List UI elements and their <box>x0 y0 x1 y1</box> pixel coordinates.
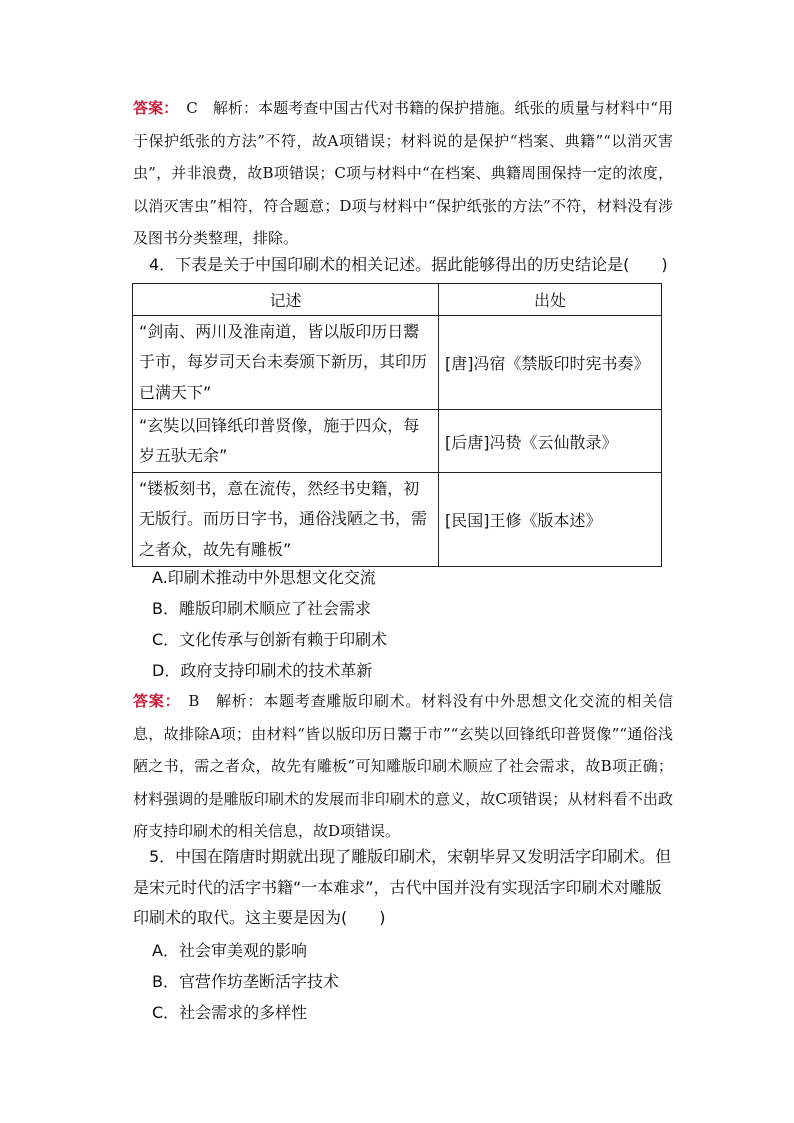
question-4-stem: 4．下表是关于中国印刷术的相关记述。据此能够得出的历史结论是( ) <box>149 255 668 274</box>
source-table <box>132 283 662 567</box>
table-cell-source: [后唐]冯贽《云仙散录》 <box>439 410 662 473</box>
table-row <box>133 473 662 567</box>
option-a: A.印刷术推动中外思想文化交流 <box>152 568 376 587</box>
table-cell-source: [唐]冯宿《禁版印时宪书奏》 <box>439 316 662 410</box>
question-5-stem: 5．中国在隋唐时期就出现了雕版印刷术，宋朝毕昇又发明活字印刷术。但是宋元时代的活字书籍“一本难求”，古代中国并没有实现活字印刷术对雕版印刷术的取代。这主要是因为( ) <box>133 847 672 927</box>
table-cell-quote: “剑南、两川及淮南道，皆以版印历日鬻于市，每岁司天台未奏颁下新历，其印历已满天下” <box>133 316 439 410</box>
option-d: D．政府支持印刷术的技术革新 <box>152 661 373 680</box>
table-cell-quote: “镂板刻书，意在流传，然经书史籍，初无版行。而历日字书，通俗浅陋之书，需之者众，故先有雕板” <box>133 473 439 567</box>
answer-4-explanation <box>133 685 673 848</box>
option-a: A．社会审美观的影响 <box>152 941 307 960</box>
answer-label: 答案： <box>133 692 181 710</box>
table-row <box>133 410 662 473</box>
table-header-source: 出处 <box>439 284 662 316</box>
table-row <box>133 316 662 410</box>
option-b: B．官营作坊垄断活字技术 <box>152 972 339 991</box>
answer-3-text: C 解析：本题考查中国古代对书籍的保护措施。纸张的质量与材料中“用于保护纸张的方法”不符，故A项错误；材料说的是保护“档案、典籍”“以消灭害虫”，并非浪费，故B项错误；C项与材料中“在档案、典籍周围保持一定的浓度，以消灭害虫”相符，符合题意；D项与材料中“保护纸张的方法”不符，材料没有涉及图书分类整理，排除。 <box>133 99 673 247</box>
answer-4-text: B 解析：本题考查雕版印刷术。材料没有中外思想文化交流的相关信息，故排除A项；由材料“皆以版印历日鬻于市”“玄奘以回锋纸印普贤像”“通俗浅陋之书，需之者众，故先有雕板”可知雕版印刷术顺应了社会需求，故B项正确；材料强调的是雕版印刷术的发展而非印刷术的意义，故C项错误；从材料看不出政府支持印刷术的相关信息，故D项错误。 <box>133 692 673 840</box>
question-5-options <box>152 935 339 1028</box>
table-cell-source: [民国]王修《版本述》 <box>439 473 662 567</box>
table-cell-quote: “玄奘以回锋纸印普贤像，施于四众，每岁五驮无余” <box>133 410 439 473</box>
question-4-options <box>152 562 387 686</box>
answer-label: 答案： <box>133 99 179 117</box>
table-header-row <box>133 284 662 316</box>
option-b: B．雕版印刷术顺应了社会需求 <box>152 599 371 618</box>
option-c: C．社会需求的多样性 <box>152 1003 308 1022</box>
option-c: C．文化传承与创新有赖于印刷术 <box>152 630 388 649</box>
answer-3-explanation <box>133 92 673 255</box>
table-header-quote: 记述 <box>133 284 439 316</box>
